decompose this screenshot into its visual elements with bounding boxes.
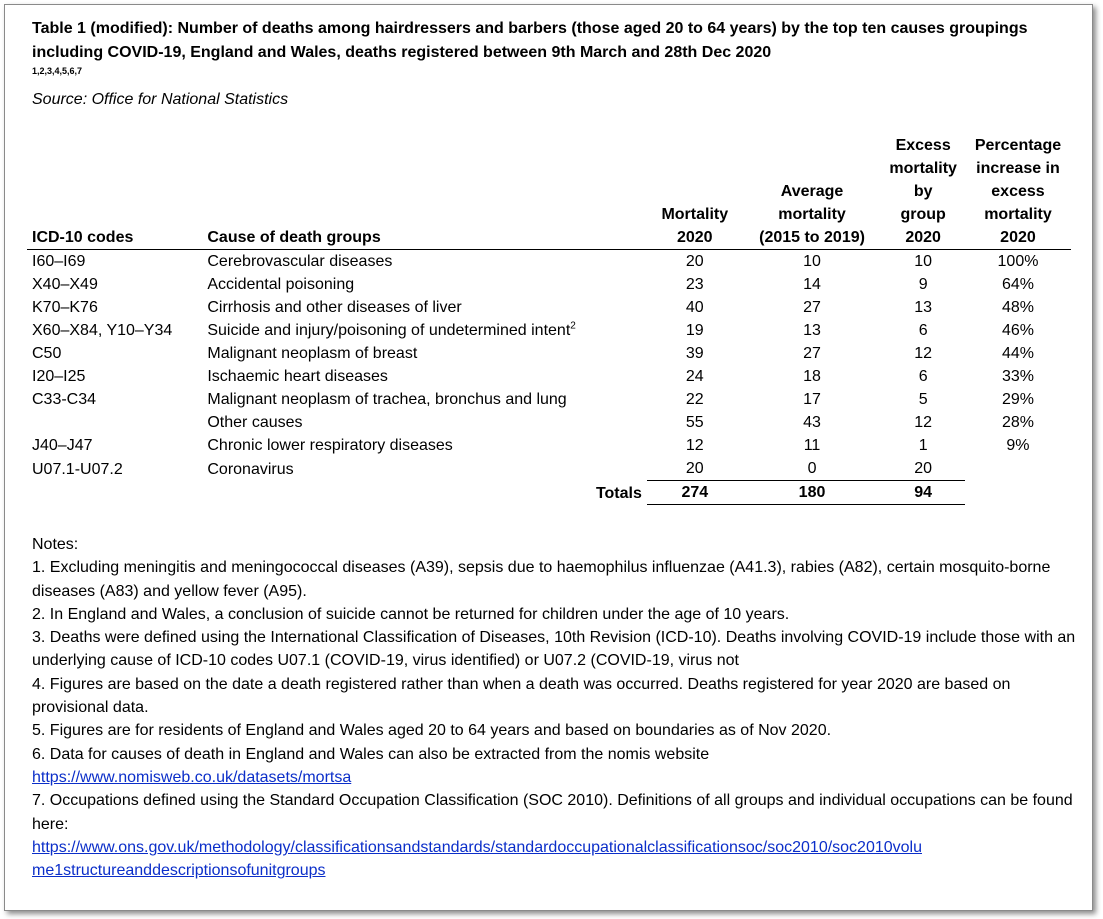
cell-cause bbox=[202, 434, 647, 457]
cell-excess: 10 bbox=[914, 253, 933, 270]
note-1: 1. Excluding meningitis and meningococcal diseases (A39), sepsis due to haemophilus influenzae (A41.3), rabies (A82), certain mosquito-borne diseases (A83) and yellow fever (A95). bbox=[32, 559, 1051, 600]
cell-average: 14 bbox=[803, 276, 821, 293]
note-5: 5. Figures are for residents of England and Wales aged 20 to 64 years and based on boundaries as of Nov 2020. bbox=[32, 722, 832, 740]
cell-cause bbox=[202, 457, 647, 481]
cell-average: 13 bbox=[803, 322, 821, 339]
soc-link-part1[interactable]: https://www.ons.gov.uk/methodology/classificationsandstandards/standardoccupationalclassificationsoc/soc2010/soc2010volu bbox=[32, 838, 922, 856]
table-row bbox=[27, 457, 1071, 481]
cell-icd: I20–I25 bbox=[32, 368, 86, 385]
cell-pct: 29% bbox=[1001, 391, 1034, 408]
table-row bbox=[27, 365, 1071, 388]
cell-cause bbox=[202, 296, 647, 319]
header-pct-line4: mortality bbox=[984, 206, 1052, 223]
cell-excess: 5 bbox=[918, 391, 928, 408]
cell-mortality: 20 bbox=[685, 253, 704, 270]
nomis-link[interactable]: https://www.nomisweb.co.uk/datasets/mortsa bbox=[32, 768, 352, 786]
cell-pct: 64% bbox=[1001, 276, 1034, 293]
cell-icd bbox=[27, 411, 202, 434]
header-average-line1: Average bbox=[780, 183, 844, 200]
header-excess-line4: group bbox=[900, 206, 946, 223]
cell-excess: 13 bbox=[914, 299, 933, 316]
note-4: 4. Figures are based on the date a death registered rather than when a death was occurred. Deaths registered for year 2020 are based on provisional data. bbox=[32, 675, 1011, 717]
cell-mortality: 20 bbox=[685, 460, 704, 477]
cell-mortality: 24 bbox=[685, 368, 704, 385]
cell-cause bbox=[202, 342, 647, 365]
cell-icd: U07.1-U07.2 bbox=[32, 460, 123, 478]
notes-section bbox=[32, 533, 1078, 882]
cause-text: Suicide and injury/poisoning of undetermined intent bbox=[207, 322, 571, 339]
cell-average: 10 bbox=[803, 253, 821, 270]
cell-pct: 100% bbox=[997, 253, 1039, 270]
cell-excess: 20 bbox=[914, 460, 933, 477]
cell-mortality: 23 bbox=[685, 276, 704, 293]
header-excess-line1: Excess bbox=[895, 137, 951, 154]
header-excess-mortality bbox=[881, 134, 965, 250]
cell-average: 0 bbox=[807, 460, 817, 477]
cell-icd: X40–X49 bbox=[32, 276, 98, 293]
header-mortality-line2: 2020 bbox=[676, 229, 713, 246]
deaths-table bbox=[27, 134, 1071, 505]
cell-mortality: 40 bbox=[685, 299, 704, 316]
note-7-link-line2 bbox=[32, 859, 1078, 882]
cell-pct: 48% bbox=[1001, 299, 1034, 316]
cause-text: Coronavirus bbox=[207, 460, 294, 478]
cell-average: 43 bbox=[803, 414, 821, 431]
totals-row bbox=[27, 481, 1071, 505]
table-row bbox=[27, 388, 1071, 411]
header-mortality-line1: Mortality bbox=[661, 206, 729, 223]
title-footnote-refs: 1,2,3,4,5,6,7 bbox=[32, 66, 83, 76]
note-2: 2. In England and Wales, a conclusion of suicide cannot be returned for children under the age of 10 years. bbox=[32, 605, 790, 623]
cause-text: Malignant neoplasm of breast bbox=[207, 345, 418, 362]
cell-mortality: 39 bbox=[685, 345, 704, 362]
totals-pct-empty bbox=[965, 481, 1071, 505]
cell-average: 17 bbox=[803, 391, 821, 408]
cell-excess: 1 bbox=[918, 437, 928, 454]
note-7-link-line1 bbox=[32, 836, 1078, 859]
cell-average: 27 bbox=[803, 299, 821, 316]
cause-text: Cirrhosis and other diseases of liver bbox=[207, 299, 462, 316]
header-icd-codes: ICD-10 codes bbox=[27, 134, 202, 250]
totals-label: Totals bbox=[595, 484, 642, 502]
cell-mortality: 22 bbox=[685, 391, 704, 408]
totals-spacer bbox=[27, 481, 202, 505]
cell-pct: 9% bbox=[1006, 437, 1030, 454]
table-row bbox=[27, 250, 1071, 274]
cell-average: 18 bbox=[803, 368, 821, 385]
header-average-line2: mortality bbox=[778, 206, 846, 223]
table-row bbox=[27, 411, 1071, 434]
cell-excess: 12 bbox=[914, 345, 933, 362]
cell-icd: C50 bbox=[32, 345, 62, 362]
cell-mortality: 12 bbox=[685, 437, 704, 454]
header-excess-line2: mortality bbox=[889, 160, 957, 177]
table-row bbox=[27, 342, 1071, 365]
note-6: 6. Data for causes of death in England and Wales can also be extracted from the nomis website bbox=[32, 745, 710, 763]
header-pct-line5: 2020 bbox=[1000, 229, 1036, 246]
cell-cause bbox=[202, 273, 647, 296]
cause-text: Ischaemic heart diseases bbox=[207, 368, 388, 385]
table-title: Table 1 (modified): Number of deaths among hairdressers and barbers (those aged 20 to 64 years) by the top ten causes groupings including COVID-19, England and Wales, deaths registered between 9th March and 28th Dec 2020 bbox=[32, 20, 1028, 61]
header-cause: Cause of death groups bbox=[202, 134, 647, 250]
cell-mortality: 19 bbox=[685, 322, 704, 339]
header-pct-line3: excess bbox=[991, 183, 1045, 200]
header-mortality-2020 bbox=[647, 134, 743, 250]
source-line: Source: Office for National Statistics bbox=[32, 91, 289, 108]
cell-pct: 46% bbox=[1001, 322, 1034, 339]
header-excess-line5: 2020 bbox=[905, 229, 941, 246]
cell-pct: 44% bbox=[1001, 345, 1034, 362]
cell-icd: C33-C34 bbox=[32, 391, 97, 408]
note-7: 7. Occupations defined using the Standard Occupation Classification (SOC 2010). Definitions of all groups and individual occupations can be found here: bbox=[32, 792, 1073, 833]
cell-icd: J40–J47 bbox=[32, 437, 93, 454]
totals-average: 180 bbox=[743, 481, 882, 505]
header-percentage-increase bbox=[965, 134, 1071, 250]
header-excess-line3: by bbox=[913, 183, 933, 200]
totals-mortality: 274 bbox=[647, 481, 743, 505]
table-row bbox=[27, 296, 1071, 319]
header-pct-line1: Percentage bbox=[974, 137, 1062, 154]
cell-cause bbox=[202, 388, 647, 411]
cell-average: 11 bbox=[803, 437, 821, 454]
table-row bbox=[27, 319, 1071, 342]
cause-text: Other causes bbox=[207, 414, 303, 431]
header-average-line3: (2015 to 2019) bbox=[759, 229, 865, 246]
table-row bbox=[27, 434, 1071, 457]
cell-cause bbox=[202, 411, 647, 434]
cell-pct: 28% bbox=[1001, 414, 1034, 431]
note-3: 3. Deaths were defined using the International Classification of Diseases, 10th Revision (ICD-10). Deaths involving COVID-19 include those with an underlying cause of ICD-10 codes U07.1 (COVID-19, virus identified) or U07.2 (COVID-19, virus not bbox=[32, 629, 1076, 670]
note-6-link-line bbox=[32, 766, 1078, 789]
cell-excess: 12 bbox=[914, 414, 933, 431]
cell-excess: 6 bbox=[918, 322, 928, 339]
cell-excess: 9 bbox=[918, 276, 928, 293]
table-row bbox=[27, 273, 1071, 296]
cause-text: Cerebrovascular diseases bbox=[207, 253, 393, 270]
cell-average: 27 bbox=[803, 345, 821, 362]
cause-text: Chronic lower respiratory diseases bbox=[207, 437, 453, 454]
cell-icd: X60–X84, Y10–Y34 bbox=[32, 322, 173, 339]
cause-text: Accidental poisoning bbox=[207, 276, 355, 293]
cell-cause bbox=[202, 365, 647, 388]
header-average-mortality bbox=[743, 134, 882, 250]
totals-excess: 94 bbox=[881, 481, 965, 505]
notes-heading: Notes: bbox=[32, 536, 79, 553]
soc-link-part2[interactable]: me1structureanddescriptionsofunitgroups bbox=[32, 862, 326, 880]
cause-text: Malignant neoplasm of trachea, bronchus and lung bbox=[207, 391, 567, 408]
cell-pct: 33% bbox=[1001, 368, 1034, 385]
cell-mortality: 55 bbox=[685, 414, 704, 431]
cell-icd: K70–K76 bbox=[32, 299, 98, 316]
cell-cause bbox=[202, 250, 647, 274]
header-pct-line2: increase in bbox=[976, 160, 1060, 177]
cell-icd: I60–I69 bbox=[32, 253, 86, 270]
cell-cause bbox=[202, 319, 647, 342]
table-header-row bbox=[27, 134, 1071, 250]
cell-pct bbox=[965, 457, 1071, 481]
cell-excess: 6 bbox=[918, 368, 928, 385]
footnote-ref: 2 bbox=[570, 320, 576, 332]
